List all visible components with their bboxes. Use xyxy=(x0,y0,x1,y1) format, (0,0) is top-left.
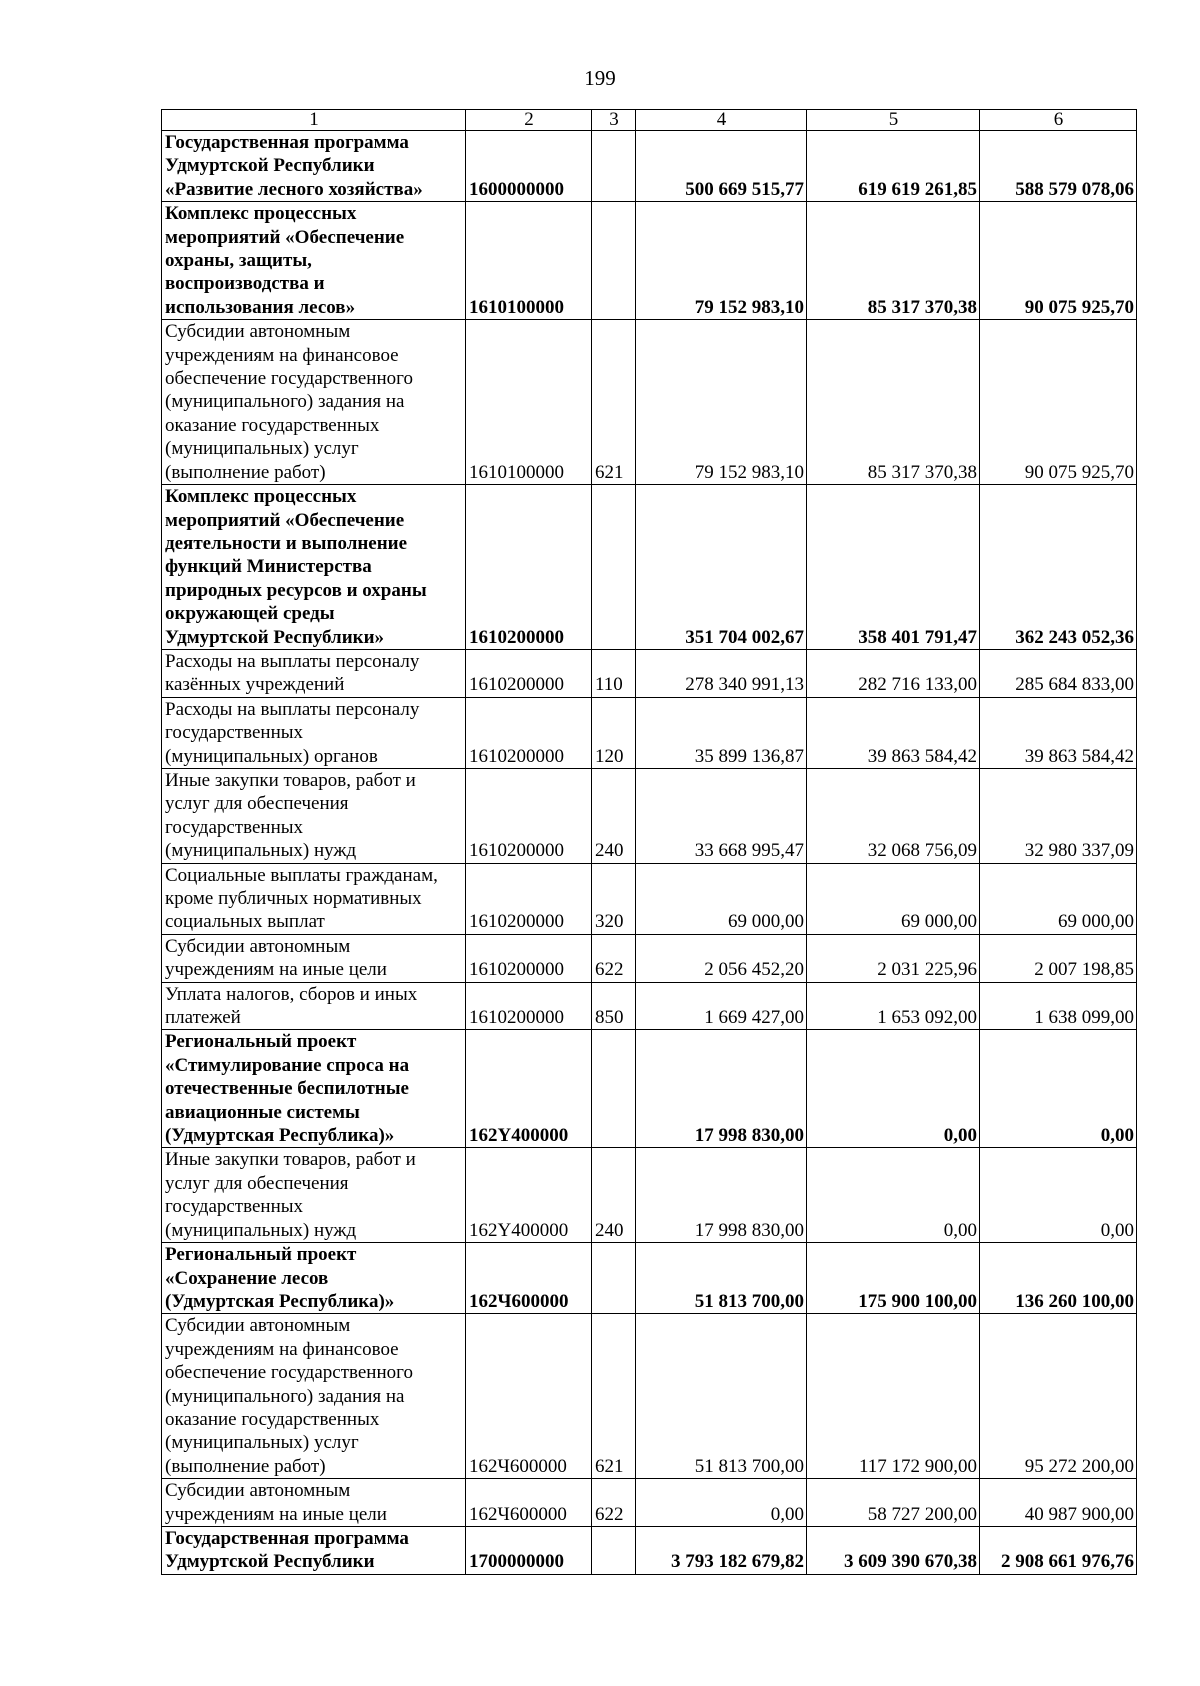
row-value-col5-cell: 2 031 225,96 xyxy=(807,934,980,982)
budget-table xyxy=(161,109,1137,1575)
row-expense-type-cell: 621 xyxy=(592,1314,636,1479)
row-code-cell: 1610200000 xyxy=(466,768,592,863)
row-code-cell: 162Ч600000 xyxy=(466,1243,592,1314)
row-value-col5-cell: 619 619 261,85 xyxy=(807,131,980,202)
row-value-col5-cell: 1 653 092,00 xyxy=(807,982,980,1030)
row-code-cell: 1610200000 xyxy=(466,934,592,982)
row-value-col4-cell: 500 669 515,77 xyxy=(636,131,807,202)
row-name-text: Субсидии автономным учреждениям на иные цели xyxy=(165,1480,387,1525)
row-value-col4-cell: 17 998 830,00 xyxy=(636,1030,807,1148)
row-name-text: Субсидии автономным учреждениям на финансовое обеспечение государственного (муниципального) задания на оказание государственных (муниципальных) услуг (выполнение работ) xyxy=(165,321,413,483)
row-name-cell xyxy=(162,863,466,934)
table-row xyxy=(162,863,1137,934)
table-row xyxy=(162,1243,1137,1314)
row-value-col5-cell: 58 727 200,00 xyxy=(807,1479,980,1527)
row-name-text: Региональный проект «Сохранение лесов (Удмуртская Республика)» xyxy=(165,1244,395,1312)
row-name-cell xyxy=(162,1030,466,1148)
row-value-col6-cell: 32 980 337,09 xyxy=(980,768,1137,863)
row-value-col5-cell: 85 317 370,38 xyxy=(807,202,980,320)
row-code-cell: 1610200000 xyxy=(466,697,592,768)
row-value-col4-cell: 17 998 830,00 xyxy=(636,1148,807,1243)
row-value-col5-cell: 32 068 756,09 xyxy=(807,768,980,863)
row-expense-type-cell xyxy=(592,202,636,320)
row-value-col5-cell: 85 317 370,38 xyxy=(807,320,980,485)
row-name-cell xyxy=(162,320,466,485)
table-row xyxy=(162,934,1137,982)
row-code-cell: 1610200000 xyxy=(466,863,592,934)
table-row xyxy=(162,1314,1137,1479)
row-value-col6-cell: 285 684 833,00 xyxy=(980,649,1137,697)
row-value-col4-cell: 35 899 136,87 xyxy=(636,697,807,768)
row-name-cell xyxy=(162,131,466,202)
row-value-col4-cell: 79 152 983,10 xyxy=(636,320,807,485)
row-value-col6-cell: 0,00 xyxy=(980,1030,1137,1148)
row-expense-type-cell xyxy=(592,1243,636,1314)
row-name-cell xyxy=(162,485,466,650)
row-code-cell: 1700000000 xyxy=(466,1526,592,1574)
row-expense-type-cell: 120 xyxy=(592,697,636,768)
row-code-cell: 1610100000 xyxy=(466,320,592,485)
row-value-col4-cell: 278 340 991,13 xyxy=(636,649,807,697)
row-code-cell: 162Y400000 xyxy=(466,1148,592,1243)
header-cell-3: 3 xyxy=(592,110,636,131)
row-name-text: Иные закупки товаров, работ и услуг для обеспечения государственных (муниципальных) нужд xyxy=(165,769,416,862)
row-value-col5-cell: 39 863 584,42 xyxy=(807,697,980,768)
row-name-text: Социальные выплаты гражданам, кроме публичных нормативных социальных выплат xyxy=(165,864,438,933)
row-value-col6-cell: 2 007 198,85 xyxy=(980,934,1137,982)
row-value-col5-cell: 3 609 390 670,38 xyxy=(807,1526,980,1574)
row-name-cell xyxy=(162,934,466,982)
row-value-col4-cell: 51 813 700,00 xyxy=(636,1243,807,1314)
table-row xyxy=(162,649,1137,697)
row-code-cell: 1600000000 xyxy=(466,131,592,202)
row-value-col6-cell: 69 000,00 xyxy=(980,863,1137,934)
row-value-col5-cell: 0,00 xyxy=(807,1030,980,1148)
row-value-col4-cell: 51 813 700,00 xyxy=(636,1314,807,1479)
row-value-col6-cell: 136 260 100,00 xyxy=(980,1243,1137,1314)
row-name-cell xyxy=(162,1479,466,1527)
row-value-col4-cell: 2 056 452,20 xyxy=(636,934,807,982)
header-cell-1: 1 xyxy=(162,110,466,131)
row-value-col5-cell: 69 000,00 xyxy=(807,863,980,934)
row-value-col6-cell: 39 863 584,42 xyxy=(980,697,1137,768)
table-row xyxy=(162,320,1137,485)
row-name-text: Комплекс процессных мероприятий «Обеспечение деятельности и выполнение функций Министерства природных ресурсов и охраны окружающей среды Удмуртской Республики» xyxy=(165,486,427,648)
table-row xyxy=(162,1479,1137,1527)
row-expense-type-cell xyxy=(592,131,636,202)
row-code-cell: 1610200000 xyxy=(466,485,592,650)
page-number: 199 xyxy=(584,66,616,90)
row-code-cell: 162Ч600000 xyxy=(466,1314,592,1479)
header-cell-2: 2 xyxy=(466,110,592,131)
row-value-col5-cell: 282 716 133,00 xyxy=(807,649,980,697)
row-expense-type-cell: 240 xyxy=(592,1148,636,1243)
row-value-col6-cell: 90 075 925,70 xyxy=(980,202,1137,320)
table-row xyxy=(162,131,1137,202)
row-expense-type-cell: 110 xyxy=(592,649,636,697)
row-value-col6-cell: 2 908 661 976,76 xyxy=(980,1526,1137,1574)
table-row xyxy=(162,1030,1137,1148)
row-value-col6-cell: 90 075 925,70 xyxy=(980,320,1137,485)
row-code-cell: 1610200000 xyxy=(466,982,592,1030)
header-cell-6: 6 xyxy=(980,110,1137,131)
row-code-cell: 162Ч600000 xyxy=(466,1479,592,1527)
row-name-cell xyxy=(162,982,466,1030)
row-value-col4-cell: 0,00 xyxy=(636,1479,807,1527)
header-cell-5: 5 xyxy=(807,110,980,131)
row-name-cell xyxy=(162,768,466,863)
row-value-col4-cell: 69 000,00 xyxy=(636,863,807,934)
row-value-col4-cell: 351 704 002,67 xyxy=(636,485,807,650)
row-value-col4-cell: 79 152 983,10 xyxy=(636,202,807,320)
table-row xyxy=(162,1526,1137,1574)
row-name-cell xyxy=(162,697,466,768)
row-value-col5-cell: 358 401 791,47 xyxy=(807,485,980,650)
row-value-col5-cell: 117 172 900,00 xyxy=(807,1314,980,1479)
table-row xyxy=(162,1148,1137,1243)
row-code-cell: 162Y400000 xyxy=(466,1030,592,1148)
row-name-text: Расходы на выплаты персоналу казённых учреждений xyxy=(165,650,420,696)
row-name-cell xyxy=(162,1243,466,1314)
row-name-text: Субсидии автономным учреждениям на финансовое обеспечение государственного (муниципального) задания на оказание государственных (муниципальных) услуг (выполнение работ) xyxy=(165,1315,413,1477)
row-name-cell xyxy=(162,1314,466,1479)
header-row xyxy=(162,110,1137,131)
header-cell-4: 4 xyxy=(636,110,807,131)
row-name-text: Иные закупки товаров, работ и услуг для обеспечения государственных (муниципальных) нужд xyxy=(165,1149,416,1241)
row-name-cell xyxy=(162,1526,466,1574)
row-value-col6-cell: 588 579 078,06 xyxy=(980,131,1137,202)
table-row xyxy=(162,768,1137,863)
row-name-text: Субсидии автономным учреждениям на иные цели xyxy=(165,935,387,981)
row-value-col4-cell: 3 793 182 679,82 xyxy=(636,1526,807,1574)
row-value-col5-cell: 175 900 100,00 xyxy=(807,1243,980,1314)
row-expense-type-cell: 622 xyxy=(592,1479,636,1527)
table-body xyxy=(162,131,1137,1575)
row-value-col5-cell: 0,00 xyxy=(807,1148,980,1243)
row-expense-type-cell: 240 xyxy=(592,768,636,863)
table-row xyxy=(162,202,1137,320)
row-value-col4-cell: 33 668 995,47 xyxy=(636,768,807,863)
row-value-col6-cell: 362 243 052,36 xyxy=(980,485,1137,650)
row-expense-type-cell: 320 xyxy=(592,863,636,934)
row-name-cell xyxy=(162,649,466,697)
row-expense-type-cell xyxy=(592,1526,636,1574)
row-expense-type-cell: 622 xyxy=(592,934,636,982)
row-code-cell: 1610100000 xyxy=(466,202,592,320)
row-name-text: Комплекс процессных мероприятий «Обеспечение охраны, защиты, воспроизводства и использования лесов» xyxy=(165,203,405,318)
row-value-col4-cell: 1 669 427,00 xyxy=(636,982,807,1030)
table-row xyxy=(162,982,1137,1030)
row-value-col6-cell: 95 272 200,00 xyxy=(980,1314,1137,1479)
row-value-col6-cell: 1 638 099,00 xyxy=(980,982,1137,1030)
row-expense-type-cell xyxy=(592,485,636,650)
table-row xyxy=(162,697,1137,768)
row-value-col6-cell: 0,00 xyxy=(980,1148,1137,1243)
row-name-text: Государственная программа Удмуртской Республики xyxy=(165,1527,409,1573)
row-expense-type-cell: 850 xyxy=(592,982,636,1030)
row-name-text: Расходы на выплаты персоналу государственных (муниципальных) органов xyxy=(165,698,420,767)
row-expense-type-cell xyxy=(592,1030,636,1148)
row-name-text: Государственная программа Удмуртской Республики «Развитие лесного хозяйства» xyxy=(165,132,423,200)
row-name-text: Региональный проект «Стимулирование спроса на отечественные беспилотные авиационные системы (Удмуртская Республика)» xyxy=(165,1031,410,1147)
row-expense-type-cell: 621 xyxy=(592,320,636,485)
row-name-cell xyxy=(162,1148,466,1243)
row-value-col6-cell: 40 987 900,00 xyxy=(980,1479,1137,1527)
table-row xyxy=(162,485,1137,650)
row-name-cell xyxy=(162,202,466,320)
row-code-cell: 1610200000 xyxy=(466,649,592,697)
row-name-text: Уплата налогов, сборов и иных платежей xyxy=(165,983,418,1029)
